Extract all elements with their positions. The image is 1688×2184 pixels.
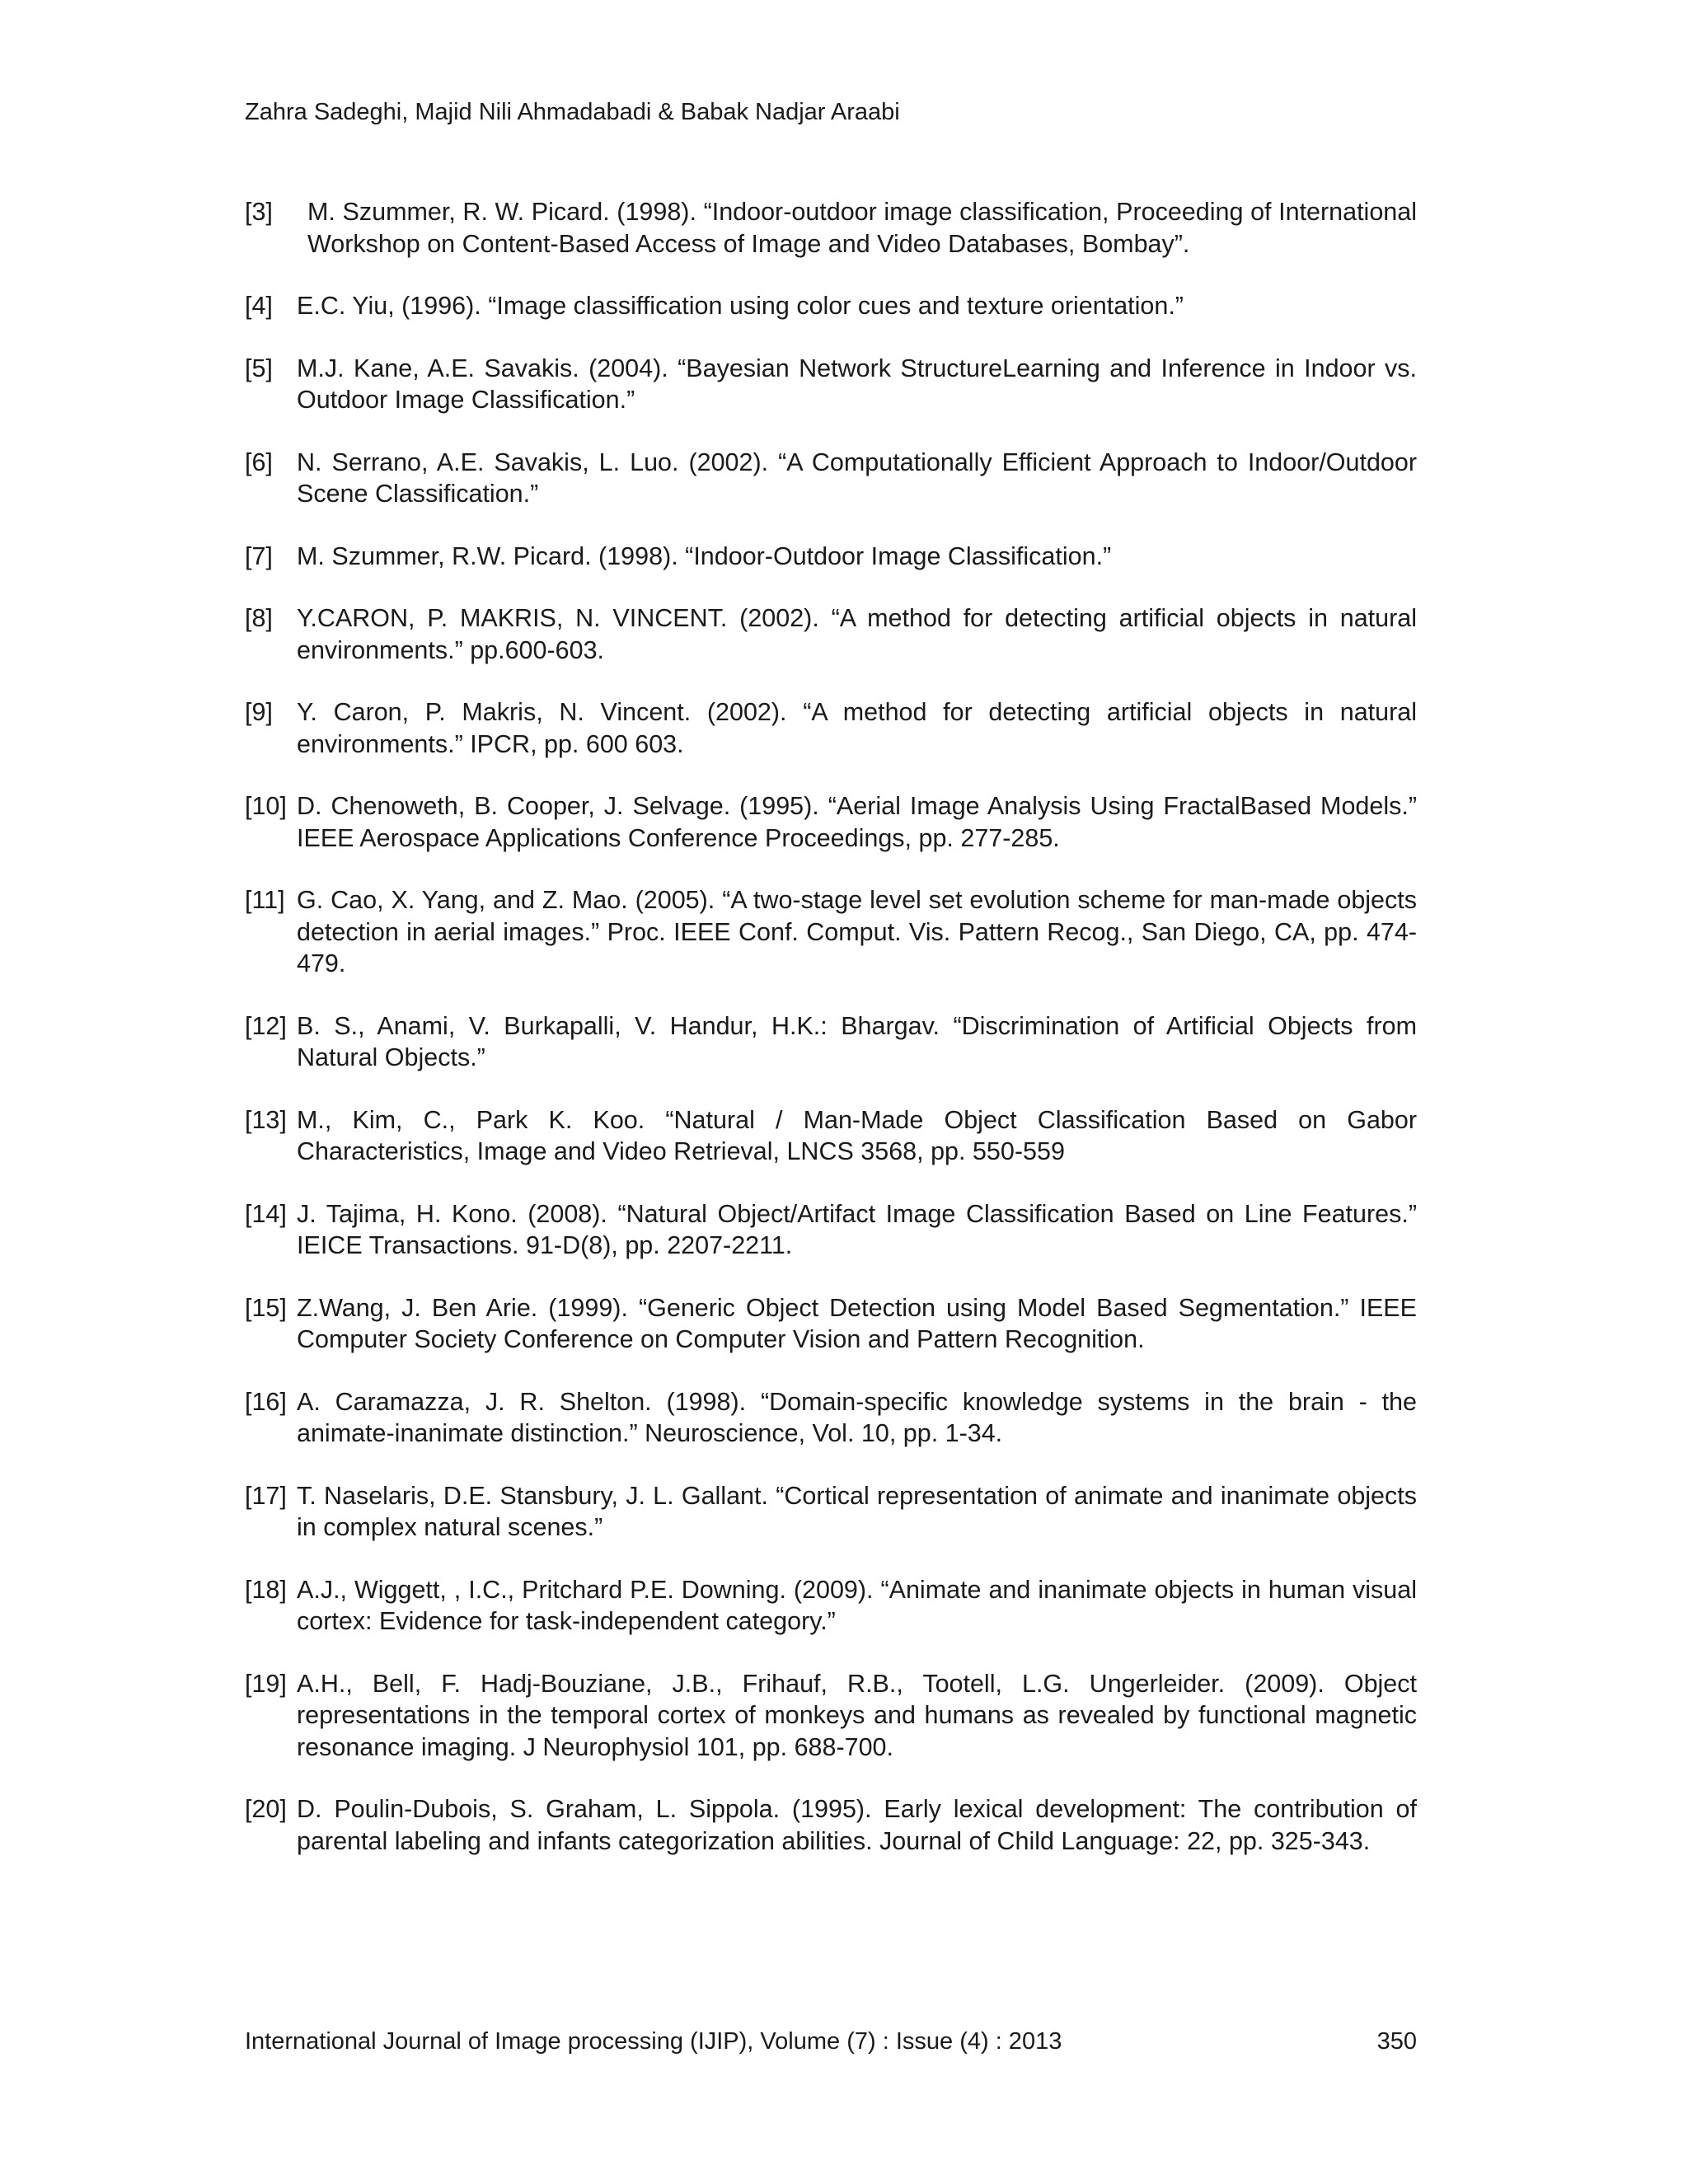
reference-item xyxy=(245,541,1417,573)
reference-item xyxy=(245,790,1417,854)
reference-number: [4] xyxy=(245,292,273,320)
reference-item xyxy=(245,696,1417,760)
reference-item xyxy=(245,1480,1417,1544)
reference-number: [8] xyxy=(245,604,273,632)
running-header-authors: Zahra Sadeghi, Majid Nili Ahmadabadi & Babak Nadjar Araabi xyxy=(245,99,900,125)
reference-item xyxy=(245,1668,1417,1764)
reference-number: [20] xyxy=(245,1795,287,1823)
reference-text: Y. Caron, P. Makris, N. Vincent. (2002). “A method for detecting artificial objects in natural environments.” IPCR, pp. 600 603. xyxy=(297,698,1417,758)
reference-item xyxy=(245,1793,1417,1857)
reference-number: [7] xyxy=(245,541,273,570)
reference-text: D. Chenoweth, B. Cooper, J. Selvage. (1995). “Aerial Image Analysis Using FractalBased Models.” IEEE Aerospace Applications Conference Proceedings, pp. 277-285. xyxy=(297,792,1417,852)
reference-text: Y.CARON, P. MAKRIS, N. VINCENT. (2002). “A method for detecting artificial objects in natural environments.” pp.600-603. xyxy=(297,604,1417,664)
reference-number: [3] xyxy=(245,198,273,226)
reference-number: [19] xyxy=(245,1669,287,1698)
reference-item xyxy=(245,1198,1417,1262)
reference-item xyxy=(245,1010,1417,1074)
reference-text: Z.Wang, J. Ben Arie. (1999). “Generic Object Detection using Model Based Segmentation.” IEEE Computer Society Conference on Computer Vision and Pattern Recognition. xyxy=(297,1293,1417,1353)
reference-text: N. Serrano, A.E. Savakis, L. Luo. (2002). “A Computationally Efficient Approach to Indoor/Outdoor Scene Classification.” xyxy=(297,448,1417,508)
reference-item xyxy=(245,196,1417,260)
reference-item xyxy=(245,1292,1417,1356)
reference-number: [13] xyxy=(245,1105,287,1134)
reference-number: [16] xyxy=(245,1387,287,1416)
reference-number: [12] xyxy=(245,1011,287,1040)
reference-text: E.C. Yiu, (1996). “Image classiffication using color cues and texture orientation.” xyxy=(297,292,1184,320)
reference-number: [5] xyxy=(245,354,273,382)
reference-item xyxy=(245,1574,1417,1638)
reference-text: A.J., Wiggett, , I.C., Pritchard P.E. Downing. (2009). “Animate and inanimate objects in human visual cortex: Evidence for task-independent category.” xyxy=(297,1575,1417,1635)
page-number: 350 xyxy=(1376,2028,1417,2055)
reference-text: M.J. Kane, A.E. Savakis. (2004). “Bayesian Network StructureLearning and Inference in Indoor vs. Outdoor Image Classification.” xyxy=(297,354,1417,414)
reference-item xyxy=(245,1386,1417,1450)
reference-item xyxy=(245,447,1417,510)
reference-list xyxy=(245,196,1417,1887)
reference-number: [10] xyxy=(245,792,287,820)
reference-text: T. Naselaris, D.E. Stansbury, J. L. Gallant. “Cortical representation of animate and inanimate objects in complex natural scenes.” xyxy=(297,1481,1417,1541)
reference-number: [11] xyxy=(245,886,285,914)
reference-text: B. S., Anami, V. Burkapalli, V. Handur, H.K.: Bhargav. “Discrimination of Artificial Objects from Natural Objects.” xyxy=(297,1011,1417,1071)
reference-number: [15] xyxy=(245,1293,287,1322)
reference-text: A. Caramazza, J. R. Shelton. (1998). “Domain-specific knowledge systems in the brain - the animate-inanimate distinction.” Neuroscience, Vol. 10, pp. 1-34. xyxy=(297,1387,1417,1447)
reference-number: [6] xyxy=(245,448,273,476)
reference-item xyxy=(245,884,1417,980)
reference-number: [18] xyxy=(245,1575,287,1604)
reference-number: [9] xyxy=(245,698,273,726)
reference-text: A.H., Bell, F. Hadj-Bouziane, J.B., Frihauf, R.B., Tootell, L.G. Ungerleider. (2009). Object representations in the temporal cortex of monkeys and humans as revealed by functional magnetic resonance imaging. J Neurophysiol 101, pp. 688-700. xyxy=(297,1669,1417,1761)
reference-item xyxy=(245,353,1417,416)
footer-journal-citation: International Journal of Image processing (IJIP), Volume (7) : Issue (4) : 2013 xyxy=(245,2028,1062,2055)
reference-text: M., Kim, C., Park K. Koo. “Natural / Man-Made Object Classification Based on Gabor Characteristics, Image and Video Retrieval, LNCS 3568, pp. 550-559 xyxy=(297,1105,1417,1165)
reference-text: G. Cao, X. Yang, and Z. Mao. (2005). “A two-stage level set evolution scheme for man-made objects detection in aerial images.” Proc. IEEE Conf. Comput. Vis. Pattern Recog., San Diego, CA, pp. 474-479. xyxy=(297,886,1417,977)
reference-item xyxy=(245,602,1417,666)
reference-number: [17] xyxy=(245,1481,287,1510)
reference-text: J. Tajima, H. Kono. (2008). “Natural Object/Artifact Image Classification Based on Line Features.” IEICE Transactions. 91-D(8), pp. 2207-2211. xyxy=(297,1199,1417,1259)
reference-item xyxy=(245,1104,1417,1168)
reference-text: M. Szummer, R. W. Picard. (1998). “Indoor-outdoor image classification, Proceeding of International Workshop on Content-Based Access of Image and Video Databases, Bombay”. xyxy=(307,198,1417,258)
reference-number: [14] xyxy=(245,1199,287,1228)
reference-text: D. Poulin-Dubois, S. Graham, L. Sippola. (1995). Early lexical development: The contribution of parental labeling and infants categorization abilities. Journal of Child Language: 22, pp. 325-343. xyxy=(297,1795,1417,1855)
reference-text: M. Szummer, R.W. Picard. (1998). “Indoor-Outdoor Image Classification.” xyxy=(297,541,1112,570)
reference-item xyxy=(245,290,1417,322)
